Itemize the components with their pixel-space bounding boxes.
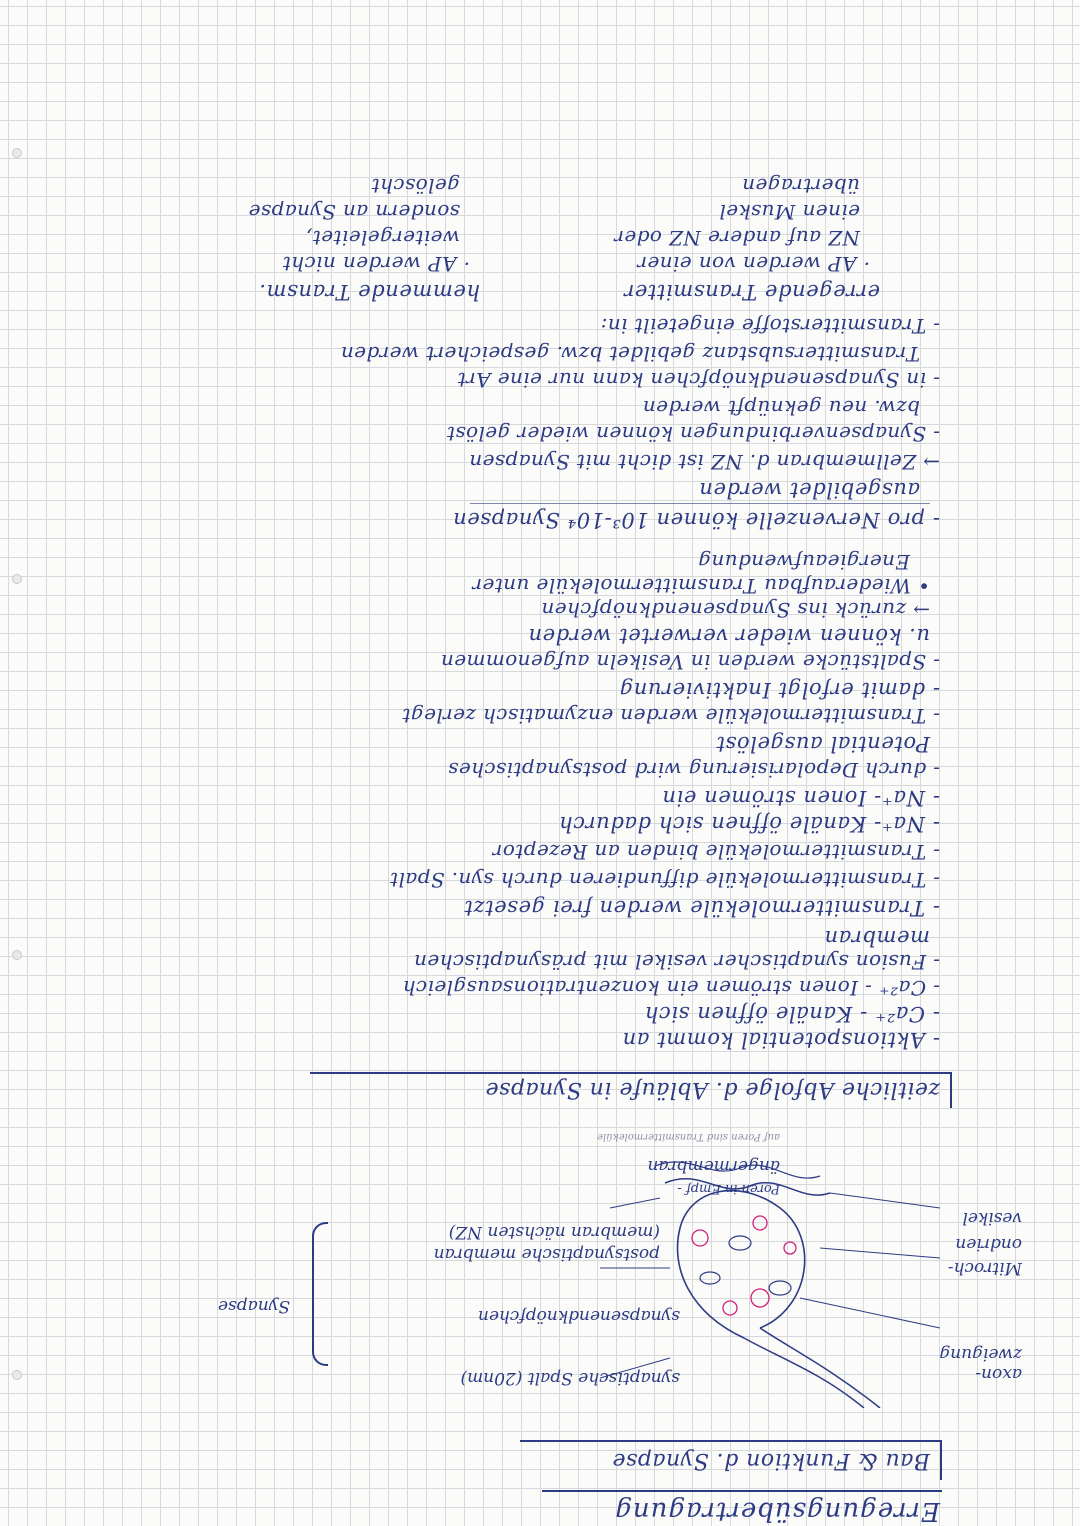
binder-hole	[12, 1370, 22, 1380]
note-2: → Zellmembran d. NZ ist dicht mit Synapsen	[468, 450, 940, 474]
excitatory-text-3: einen Muskel	[719, 200, 860, 224]
step-10-cont: Potential ausgelöst	[715, 732, 930, 756]
note-1-cont: ausgebildet werden	[698, 478, 920, 502]
note-3: - Synapsenverbindungen können wieder gelöst	[446, 422, 940, 446]
label-pores-2: ängermembran	[647, 1156, 780, 1176]
step-13-cont: u. können wieder verwertet werden	[527, 624, 930, 648]
step-2: - Ca²⁺ - Kanäle öffnen sich	[644, 1002, 940, 1026]
label-mitochondrion: Mitroch-	[947, 1258, 1022, 1278]
binder-hole	[12, 148, 22, 158]
step-11: - Transmittermoleküle werden enzymatisch zerlegt	[402, 704, 940, 728]
label-axon-cont: zweigung	[939, 1344, 1022, 1364]
section-heading-structure: Bau & Funktion d. Synapse	[612, 1448, 930, 1473]
inhibitory-text-2: weitergeleitet,	[305, 226, 460, 250]
label-pores-3: auf Poren sind Transmittermoleküle	[597, 1131, 780, 1142]
step-4-cont: membran	[824, 926, 930, 950]
excitatory-text-4: übertragen	[741, 174, 860, 198]
step-10: - durch Depolarisierung wird postsynaptisches	[447, 758, 940, 782]
label-postsynaptic-membrane: postsynaptische membran	[433, 1244, 660, 1264]
step-15-cont: Energieaufwendung	[697, 550, 910, 574]
step-6: - Transmittermoleküle diffundieren durch syn. Spalt	[389, 868, 940, 892]
step-4: - Fusion synaptischer vesikel mit präsynaptischen	[413, 950, 940, 974]
label-pores-1: Poren in Empf -	[677, 1181, 780, 1196]
binder-hole	[12, 574, 22, 584]
page-title: Erregungsübertragung	[614, 1496, 940, 1526]
step-1: - Aktionspotential kommt an	[622, 1028, 940, 1052]
note-5: - Transmitterstoffe eingeteilt in:	[600, 314, 940, 338]
step-3: - Ca²⁺ - Ionen strömen ein konzentrationsausgleich	[402, 976, 940, 1000]
category-excitatory: erregende Transmitter	[623, 280, 880, 304]
step-14: → zurück ins Synapsenendknöpfchen	[541, 598, 930, 622]
note-1-underline	[470, 503, 930, 504]
label-axon: axon-	[975, 1364, 1022, 1384]
label-postsynaptic-note: (membran nächsten NZ)	[448, 1222, 660, 1242]
step-9: - Na⁺- Ionen strömen ein	[661, 786, 940, 810]
note-4: - in Synapsenendknöpfchen kann nur eine Art	[457, 368, 940, 392]
label-synaptic-cleft: synaptische Spalt (20nm)	[460, 1368, 680, 1388]
category-inhibitory: hemmende Transm.	[258, 280, 480, 304]
step-7: - Transmittermoleküle binden an Rezeptor	[492, 840, 940, 864]
step-12: - damit erfolgt Inaktivierung	[619, 678, 940, 702]
title-underline	[542, 1490, 942, 1492]
note-1: - pro Nervenzelle können 10³-10⁴ Synapsen	[452, 508, 940, 532]
step-13: - Spaltstücke werden in Vesikeln aufgenommen	[440, 650, 940, 674]
label-terminal-knob: synapsenendknöpfchen	[477, 1306, 680, 1326]
step-15: • Wiederaufbau Transmittermoleküle unter	[472, 574, 930, 598]
excitatory-text-1: · AP werden von einer	[637, 252, 870, 276]
section-heading-sequence: zeitliche Abfolge d. Abläufe in Synapse	[485, 1077, 940, 1102]
excitatory-text-2: NZ auf andere NZ oder	[614, 226, 860, 250]
label-synapse: Synapse	[217, 1296, 290, 1316]
note-4-cont: Transmittersubstanz gebildet bzw. gespeichert werden	[340, 342, 920, 366]
synapse-brace	[312, 1222, 328, 1366]
inhibitory-text-1: · AP werden nicht	[282, 252, 470, 276]
step-5: - Transmittermoleküle werden frei gesetzt	[463, 896, 940, 920]
inhibitory-text-3: sondern an Synapse	[248, 200, 460, 224]
inhibitory-text-4: gelöscht	[371, 174, 460, 198]
label-mitochondrion-cont: ondrien	[955, 1234, 1022, 1254]
step-8: - Na⁺- Kanäle öffnen sich dadurch	[558, 812, 940, 836]
binder-hole	[12, 950, 22, 960]
note-3-cont: bzw. neu geknüpft werden	[642, 396, 920, 420]
label-vesicle: vesikel	[962, 1208, 1022, 1228]
